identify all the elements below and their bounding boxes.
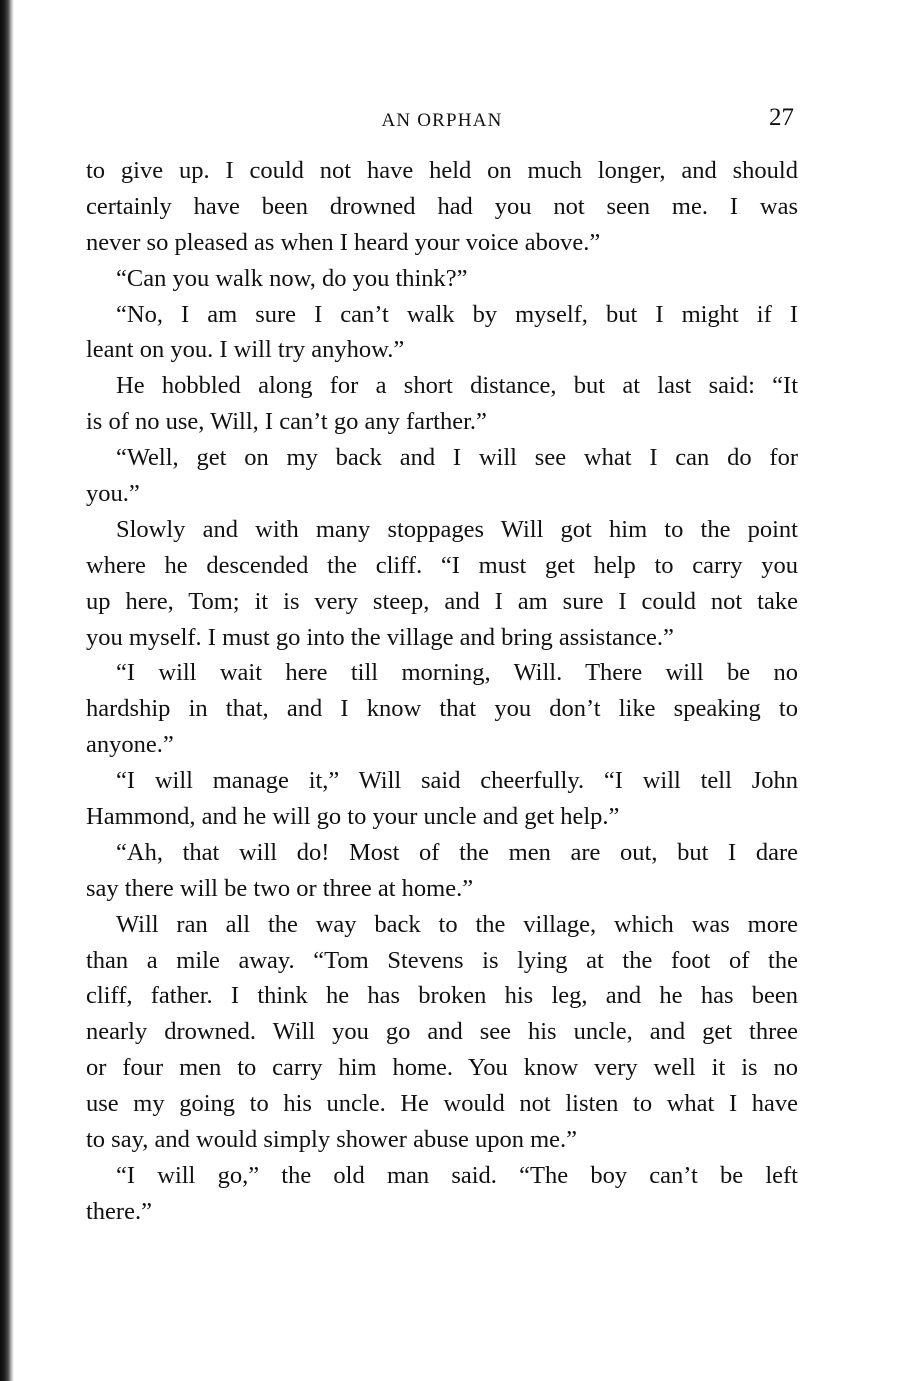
text-line: than a mile away. “Tom Stevens is lying at the foot of the bbox=[86, 946, 798, 974]
text-line: you.” bbox=[86, 480, 140, 508]
text-line: nearly drowned. Will you go and see his uncle, and get three bbox=[86, 1018, 798, 1046]
text-line: “Well, get on my back and I will see what I can do for bbox=[116, 444, 798, 472]
page-number: 27 bbox=[769, 104, 794, 131]
text-line: cliff, father. I think he has broken his leg, and he has been bbox=[86, 982, 798, 1010]
text-line: never so pleased as when I heard your voice above.” bbox=[86, 228, 601, 256]
text-line: “I will go,” the old man said. “The boy can’t be left bbox=[116, 1161, 798, 1189]
text-line: up here, Tom; it is very steep, and I am sure I could not take bbox=[86, 587, 798, 615]
text-line: hardship in that, and I know that you don’t like speaking to bbox=[86, 695, 798, 723]
running-title: AN ORPHAN bbox=[381, 110, 503, 131]
text-line: “I will wait here till morning, Will. There will be no bbox=[116, 659, 798, 687]
text-line: is of no use, Will, I can’t go any farther.” bbox=[86, 408, 487, 436]
text-line: “Can you walk now, do you think?” bbox=[116, 264, 468, 292]
text-line: Hammond, and he will go to your uncle and get help.” bbox=[86, 803, 620, 831]
text-line: anyone.” bbox=[86, 731, 174, 759]
book-spine-shadow bbox=[0, 0, 14, 1381]
text-line: to say, and would simply shower abuse upon me.” bbox=[86, 1126, 578, 1154]
text-line: use my going to his uncle. He would not listen to what I have bbox=[86, 1090, 798, 1118]
text-line: certainly have been drowned had you not seen me. I was bbox=[86, 192, 798, 220]
text-line: Slowly and with many stoppages Will got him to the point bbox=[116, 515, 798, 543]
text-line: or four men to carry him home. You know very well it is no bbox=[86, 1054, 798, 1082]
text-line: Will ran all the way back to the village, which was more bbox=[116, 910, 798, 938]
text-line: where he descended the cliff. “I must get help to carry you bbox=[86, 551, 798, 579]
text-line: He hobbled along for a short distance, but at last said: “It bbox=[116, 372, 798, 400]
text-line: you myself. I must go into the village and bring assistance.” bbox=[86, 623, 674, 651]
text-line: to give up. I could not have held on much longer, and should bbox=[86, 157, 798, 184]
text-line: say there will be two or three at home.” bbox=[86, 874, 474, 902]
text-line: “I will manage it,” Will said cheerfully. “I will tell John bbox=[116, 767, 798, 795]
text-line: “Ah, that will do! Most of the men are out, but I dare bbox=[116, 838, 798, 866]
running-head bbox=[86, 104, 798, 136]
body-text bbox=[86, 153, 798, 1230]
text-line: there.” bbox=[86, 1197, 152, 1225]
text-line: “No, I am sure I can’t walk by myself, but I might if I bbox=[116, 300, 798, 328]
text-line: leant on you. I will try anyhow.” bbox=[86, 336, 405, 364]
